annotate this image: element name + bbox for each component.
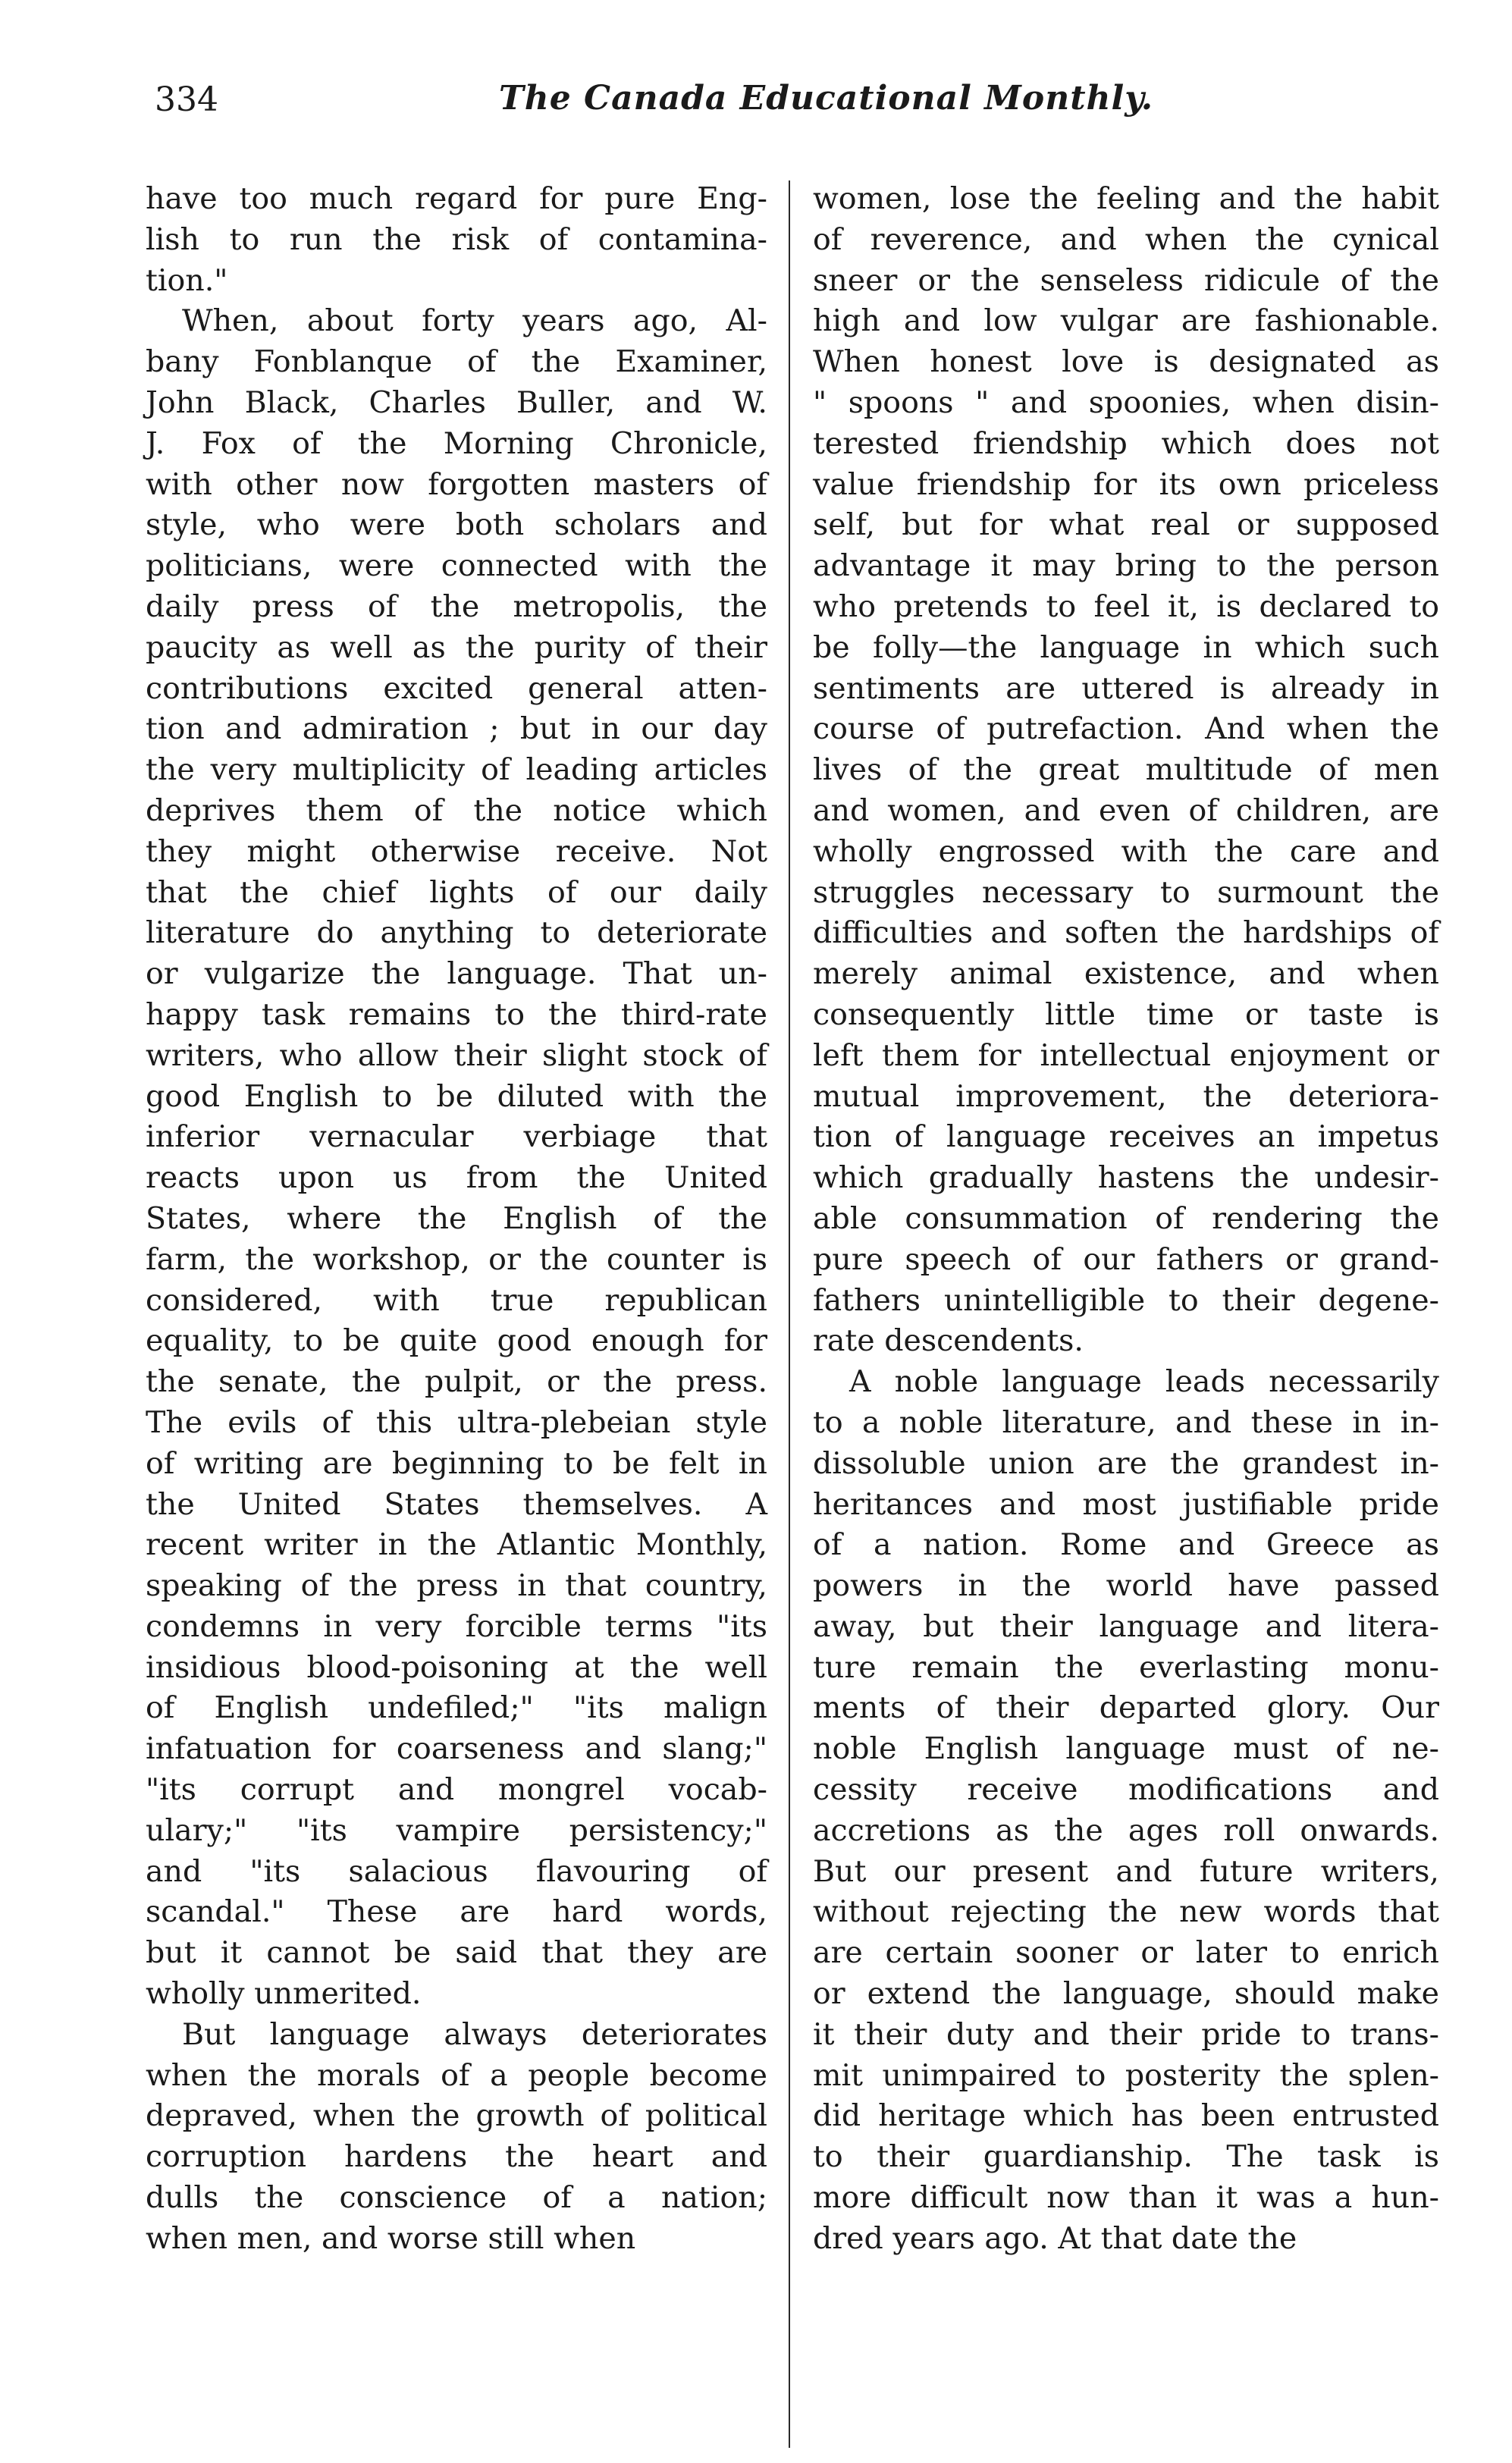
text-line: they might otherwise receive. Not [146, 833, 767, 869]
text-line: contributions excited general atten- [146, 670, 767, 706]
text-line: with other now forgotten masters of [146, 466, 767, 502]
text-line: difficulties and soften the hardships of [813, 915, 1439, 951]
text-line: depraved, when the growth of political [146, 2098, 767, 2134]
text-line: ments of their departed glory. Our [813, 1690, 1439, 1726]
text-line: of writing are beginning to be felt in [146, 1445, 767, 1481]
text-line: But language always deteriorates [182, 2016, 767, 2052]
text-line: did heritage which has been entrusted [813, 2098, 1439, 2134]
text-line: mit unimpaired to posterity the splen- [813, 2057, 1439, 2093]
text-line: the very multiplicity of leading articles [146, 752, 767, 788]
text-line: deprives them of the notice which [146, 792, 767, 828]
text-line: dulls the conscience of a nation; [146, 2180, 767, 2216]
text-line: inferior vernacular verbiage that [146, 1119, 767, 1155]
page-number: 334 [155, 80, 218, 119]
text-line: A noble language leads necessarily [849, 1364, 1439, 1400]
text-line: high and low vulgar are fashionable. [813, 303, 1439, 339]
text-line: But our present and future writers, [813, 1853, 1439, 1889]
text-line: that the chief lights of our daily [146, 874, 767, 910]
text-line: wholly engrossed with the care and [813, 833, 1439, 869]
text-line: scandal." These are hard words, [146, 1894, 767, 1930]
text-line: of reverence, and when the cynical [813, 221, 1439, 257]
text-line: paucity as well as the purity of their [146, 629, 767, 665]
text-line: sentiments are uttered is already in [813, 670, 1439, 706]
text-line: powers in the world have passed [813, 1568, 1439, 1604]
text-line: "its corrupt and mongrel vocab- [146, 1772, 767, 1808]
text-line: J. Fox of the Morning Chronicle, [146, 425, 767, 461]
text-line: when men, and worse still when [146, 2220, 636, 2256]
text-line: and women, and even of children, are [813, 792, 1439, 828]
text-line: but it cannot be said that they are [146, 1935, 767, 1971]
text-line: infatuation for coarseness and slang;" [146, 1731, 767, 1767]
text-line: self, but for what real or supposed [813, 507, 1439, 543]
text-line: condemns in very forcible terms "its [146, 1608, 767, 1644]
text-line: tion." [146, 262, 228, 298]
text-line: when the morals of a people become [146, 2057, 767, 2093]
text-line: be folly—the language in which such [813, 629, 1439, 665]
text-line: The evils of this ultra-plebeian style [146, 1404, 767, 1440]
text-line: mutual improvement, the deteriora- [813, 1078, 1439, 1114]
text-line: consequently little time or taste is [813, 996, 1439, 1032]
text-line: corruption hardens the heart and [146, 2139, 767, 2175]
text-line: good English to be diluted with the [146, 1078, 767, 1114]
right-column [813, 179, 1439, 2260]
text-line: happy task remains to the third-rate [146, 996, 767, 1032]
text-line: fathers unintelligible to their degene- [813, 1282, 1439, 1318]
text-line: heritances and most justifiable pride [813, 1486, 1439, 1522]
text-line: or extend the language, should make [813, 1976, 1439, 2012]
text-line: When, about forty years ago, Al- [182, 303, 767, 339]
text-line: who pretends to feel it, is declared to [813, 588, 1439, 624]
text-line: are certain sooner or later to enrich [813, 1935, 1439, 1971]
text-line: cessity receive modifications and [813, 1772, 1439, 1808]
text-line: of a nation. Rome and Greece as [813, 1527, 1439, 1563]
text-line: accretions as the ages roll onwards. [813, 1812, 1439, 1848]
text-line: literature do anything to deteriorate [146, 915, 767, 951]
text-line: When honest love is designated as [813, 344, 1439, 380]
text-line: considered, with true republican [146, 1282, 767, 1318]
text-line: struggles necessary to surmount the [813, 874, 1439, 910]
text-line: and "its salacious flavouring of [146, 1853, 767, 1889]
text-line: or vulgarize the language. That un- [146, 956, 767, 992]
text-line: rate descendents. [813, 1323, 1084, 1359]
text-line: have too much regard for pure Eng- [146, 181, 767, 216]
text-line: ture remain the everlasting monu- [813, 1649, 1439, 1685]
text-line: speaking of the press in that country, [146, 1568, 767, 1604]
text-line: able consummation of rendering the [813, 1200, 1439, 1236]
text-line: bany Fonblanque of the Examiner, [146, 344, 767, 380]
text-line: sneer or the senseless ridicule of the [813, 262, 1439, 298]
text-line: reacts upon us from the United [146, 1160, 767, 1196]
text-line: " spoons " and spoonies, when disin- [813, 384, 1439, 420]
text-line: wholly unmerited. [146, 1976, 422, 2012]
text-line: which gradually hastens the undesir- [813, 1160, 1439, 1196]
text-line: style, who were both scholars and [146, 507, 767, 543]
text-line: dissoluble union are the grandest in- [813, 1445, 1439, 1481]
text-line: pure speech of our fathers or grand- [813, 1241, 1439, 1277]
text-line: tion and admiration ; but in our day [146, 711, 767, 747]
text-line: noble English language must of ne- [813, 1731, 1439, 1767]
text-line: recent writer in the Atlantic Monthly, [146, 1527, 767, 1563]
text-line: merely animal existence, and when [813, 956, 1439, 992]
text-line: farm, the workshop, or the counter is [146, 1241, 767, 1277]
text-line: without rejecting the new words that [813, 1894, 1439, 1930]
text-line: daily press of the metropolis, the [146, 588, 767, 624]
text-line: terested friendship which does not [813, 425, 1439, 461]
text-line: dred years ago. At that date the [813, 2220, 1297, 2256]
text-line: equality, to be quite good enough for [146, 1323, 767, 1359]
text-line: away, but their language and litera- [813, 1608, 1439, 1644]
text-line: lives of the great multitude of men [813, 752, 1439, 788]
text-line: lish to run the risk of contamina- [146, 221, 767, 257]
text-line: John Black, Charles Buller, and W. [146, 384, 767, 420]
running-head: The Canada Educational Monthly. [499, 79, 1154, 118]
text-line: to a noble literature, and these in in- [813, 1404, 1439, 1440]
text-line: tion of language receives an impetus [813, 1119, 1439, 1155]
text-line: politicians, were connected with the [146, 548, 767, 584]
column-divider [789, 180, 790, 2448]
text-line: women, lose the feeling and the habit [813, 181, 1439, 216]
text-line: to their guardianship. The task is [813, 2139, 1439, 2175]
left-column [146, 179, 767, 2260]
text-line: ulary;" "its vampire persistency;" [146, 1812, 767, 1848]
text-line: of English undefiled;" "its malign [146, 1690, 767, 1726]
text-line: value friendship for its own priceless [813, 466, 1439, 502]
text-line: insidious blood-poisoning at the well [146, 1649, 767, 1685]
text-line: the United States themselves. A [146, 1486, 767, 1522]
text-line: the senate, the pulpit, or the press. [146, 1364, 767, 1400]
text-line: writers, who allow their slight stock of [146, 1037, 767, 1073]
text-line: it their duty and their pride to trans- [813, 2016, 1439, 2052]
text-line: course of putrefaction. And when the [813, 711, 1439, 747]
text-line: more difficult now than it was a hun- [813, 2180, 1439, 2216]
text-line: left them for intellectual enjoyment or [813, 1037, 1439, 1073]
text-line: States, where the English of the [146, 1200, 767, 1236]
text-line: advantage it may bring to the person [813, 548, 1439, 584]
